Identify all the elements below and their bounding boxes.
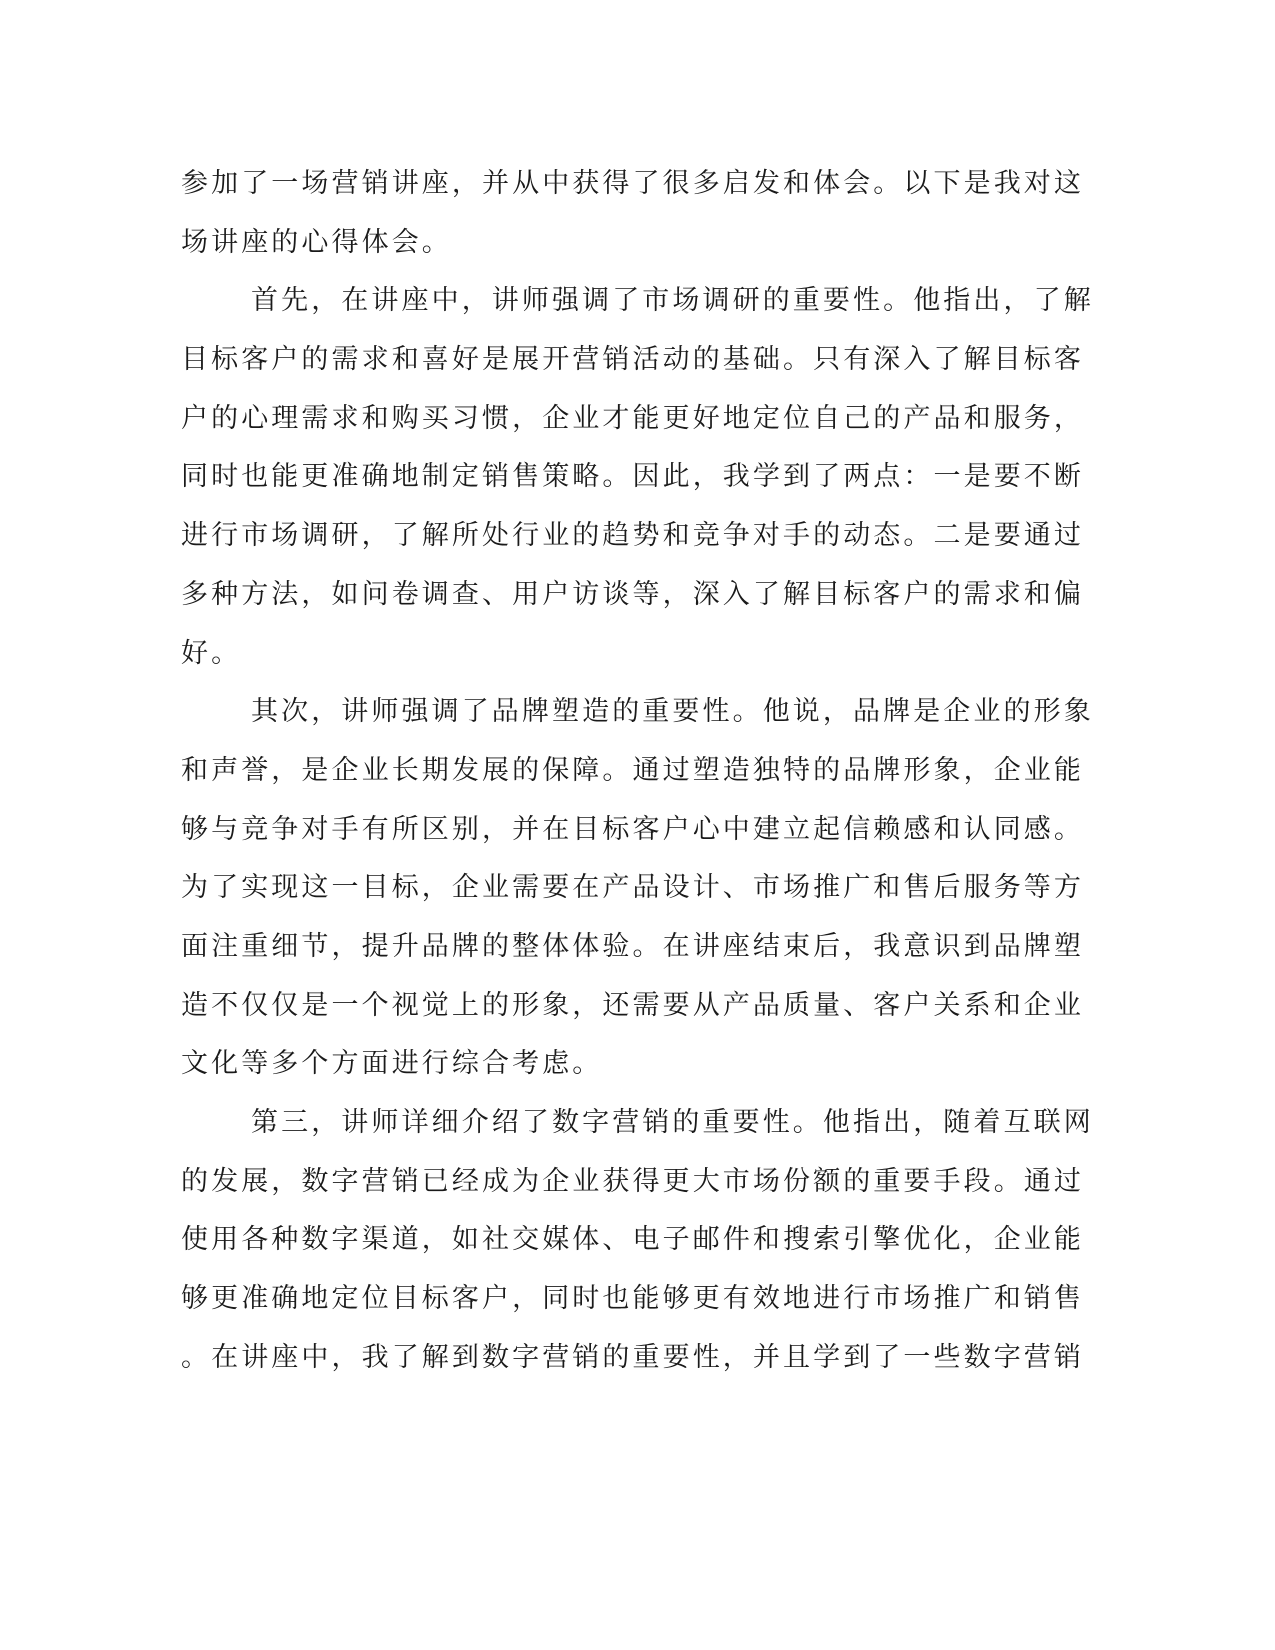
text-line: 好。: [181, 637, 242, 669]
text-line: 为了实现这一目标，企业需要在产品设计、市场推广和售后服务等方: [181, 872, 1084, 904]
text-line: 文化等多个方面进行综合考虑。: [181, 1048, 603, 1080]
paragraph-first-line: 首先，在讲座中，讲师强调了市场调研的重要性。他指出，了解: [251, 285, 1094, 317]
text-line: 够与竞争对手有所区别，并在目标客户心中建立起信赖感和认同感。: [181, 813, 1084, 845]
text-line: 场讲座的心得体会。: [181, 226, 452, 258]
text-line: 户的心理需求和购买习惯，企业才能更好地定位自己的产品和服务，: [181, 402, 1084, 434]
text-line: 和声誉，是企业长期发展的保障。通过塑造独特的品牌形象，企业能: [181, 754, 1084, 786]
text-line: 目标客户的需求和喜好是展开营销活动的基础。只有深入了解目标客: [181, 344, 1084, 376]
text-line: 参加了一场营销讲座，并从中获得了很多启发和体会。以下是我对这: [181, 168, 1084, 199]
text-line: 够更准确地定位目标客户，同时也能够更有效地进行市场推广和销售: [181, 1283, 1084, 1315]
text-line: 造不仅仅是一个视觉上的形象，还需要从产品质量、客户关系和企业: [181, 989, 1084, 1021]
text-line: 的发展，数字营销已经成为企业获得更大市场份额的重要手段。通过: [181, 1165, 1084, 1197]
paragraph-first-line: 其次，讲师强调了品牌塑造的重要性。他说，品牌是企业的形象: [251, 696, 1094, 728]
text-line: 进行市场调研，了解所处行业的趋势和竞争对手的动态。二是要通过: [181, 520, 1084, 552]
text-line: 多种方法，如问卷调查、用户访谈等，深入了解目标客户的需求和偏: [181, 578, 1084, 610]
paragraph-first-line: 第三，讲师详细介绍了数字营销的重要性。他指出，随着互联网: [251, 1107, 1094, 1138]
text-line: 。在讲座中，我了解到数字营销的重要性，并且学到了一些数字营销: [181, 1341, 1084, 1373]
text-line: 使用各种数字渠道，如社交媒体、电子邮件和搜索引擎优化，企业能: [181, 1224, 1084, 1256]
text-line: 同时也能更准确地制定销售策略。因此，我学到了两点：一是要不断: [181, 461, 1084, 493]
text-line: 面注重细节，提升品牌的整体体验。在讲座结束后，我意识到品牌塑: [181, 930, 1084, 962]
body-text: [181, 155, 1094, 1387]
